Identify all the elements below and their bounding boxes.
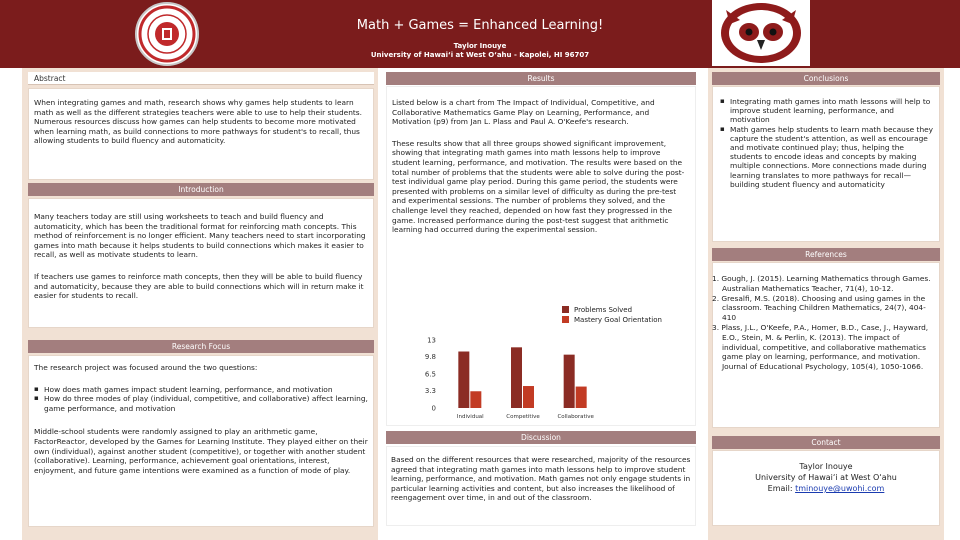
research-question: ▪ How do three modes of play (individual, competitive, and collaborative) affect learning, game performance, and motivation: [42, 394, 368, 413]
results-paragraph-1: Listed below is a chart from The Impact of Individual, Competitive, and Collaborative Mathematics Game Play on Learning, Performance, and Motivation (p9) from Jan L. Plass and Paul A. O'Keefe's research.: [392, 98, 655, 127]
university-seal-logo: [135, 2, 199, 66]
conclusions-heading: Conclusions: [803, 74, 849, 83]
poster-author: Taylor Inouye: [453, 42, 507, 50]
conclusions-text: [720, 97, 934, 189]
legend-swatch: [562, 306, 569, 313]
contact-header: [712, 436, 940, 449]
reference-item: 2. Gresalfi, M.S. (2018). Choosing and using games in the classroom. Teaching Children Mathematics, 24(7), 404-410: [712, 293, 926, 323]
conclusion-item: ▪ Math games help students to learn math because they capture the student's attention, as well as encourage and motivate continued play; thus, helping the students to encode ideas and concepts by making multiple connections. More connections made during learning translates to more pathways for recall—building student fluency and automaticity: [728, 125, 934, 189]
y-tick-label: 3.3: [424, 387, 436, 396]
legend-swatch: [562, 316, 569, 323]
bar-collaborative-0: [564, 355, 575, 408]
contact-email-line: [712, 483, 940, 494]
contact-heading: Contact: [811, 438, 841, 447]
conclusions-header: [712, 72, 940, 85]
reference-item: 3. Plass, J.L., O'Keefe, P.A., Homer, B.D., Case, J., Hayward, E.O., Stein, M. & Perlin, K. (2013). The impact of individual, competitive, and collaborative mathematics game play on learning, performance, and motivation. Journal of Educational Psychology, 105(4), 1050-1066.: [712, 322, 929, 372]
introduction-text: [34, 212, 368, 309]
abstract-text: When integrating games and math, research shows why games help students to learn math as well as the different strategies teachers were able to use to help their students. Numerous resources discuss how games can help students to become more motivated when learning math, as build connections to more pathways for student's to recall, thus allowing students to build fluency and automaticity.: [34, 98, 362, 146]
legend-label: Mastery Goal Orientation: [574, 316, 662, 324]
research-question: ▪ How does math games impact student learning, performance, and motivation: [42, 385, 368, 395]
references-text: [712, 274, 938, 372]
bar-individual-1: [470, 391, 481, 408]
contact-email-label: Email:: [767, 484, 793, 493]
research-focus-text: [34, 363, 368, 483]
references-header: [712, 248, 940, 261]
reference-item: 1. Gough, J. (2015). Learning Mathematics through Games. Australian Mathematics Teacher, 71(4), 10-12.: [712, 274, 931, 293]
contact-name: Taylor Inouye: [799, 462, 853, 471]
research-focus-heading: Research Focus: [171, 342, 231, 351]
y-tick-label: 0: [431, 404, 436, 413]
research-questions-list: [34, 385, 368, 414]
results-heading: Results: [527, 74, 555, 83]
introduction-paragraph-2: If teachers use games to reinforce math concepts, then they will be able to build fluency and automaticity, because they are able to build connections which will in return make it easier for students to recall.: [34, 271, 364, 301]
introduction-heading: Introduction: [178, 185, 224, 194]
legend-label: Problems Solved: [574, 306, 633, 314]
contact-institution: University of Hawai‘i at West O‘ahu: [755, 473, 897, 482]
bar-competitive-0: [511, 347, 522, 408]
results-paragraph-2: These results show that all three groups showed significant improvement, showing that integrating math games into math lessons help to improve student learning, performance, and motivation. The results were based on the total number of problems that the students were able to solve during the post-test individual game play period. During this game period, the students were presented with problems on a similar level of difficulty as during the pre-test and experimental sessions. The number of problems they solved, and the challenge level they reached, depended on how fast they progressed in the game. Increased performance during the post-test suggest that arithmetic learning had occurred during the experimental session.: [392, 138, 685, 235]
x-category-label: Individual: [456, 414, 484, 420]
y-tick-label: 9.8: [424, 353, 436, 362]
research-focus-intro: The research project was focused around the two questions:: [34, 363, 258, 372]
poster-affiliation: University of Hawai‘i at West O‘ahu - Kapolei, HI 96707: [370, 51, 590, 59]
references-list: [712, 274, 938, 372]
y-tick-label: 13: [427, 336, 436, 345]
x-category-label: Competitive: [506, 414, 540, 420]
references-heading: References: [805, 250, 847, 259]
bar-individual-0: [458, 352, 469, 408]
results-header: [386, 72, 696, 85]
introduction-paragraph-1: Many teachers today are still using worksheets to teach and build fluency and automaticity, which has been the traditional format for reinforcing math concepts. This method of reinforcement is no longer efficient. Many teachers need to start incorporating games into math because it helps students to build connections which makes it easier to recall, as well as motivate students to learn.: [34, 212, 366, 260]
research-method-text: Middle-school students were randomly assigned to play an arithmetic game, FactorReactor, developed by the Games for Learning Institute. They played either on their own (individual), against another student (competitive), or together with another student (collaborative). Learning, performance, achievement goal orientations, interest, enjoyment, and future game intentions were examined as a function of mode of play.: [34, 427, 368, 475]
abstract-heading: Abstract: [34, 74, 66, 83]
contact-email-link[interactable]: tminouye@uwohi.com: [795, 484, 885, 493]
contact-text: [712, 461, 940, 494]
conclusion-item: ▪ Integrating math games into math lessons will help to improve student learning, performance, and motivation: [728, 97, 934, 125]
introduction-header: [28, 183, 374, 196]
results-text: [392, 98, 690, 243]
results-bar-chart: [392, 300, 692, 425]
poster-title: Math + Games = Enhanced Learning!: [356, 18, 604, 33]
x-category-label: Collaborative: [557, 414, 594, 420]
y-tick-label: 6.5: [424, 370, 436, 379]
research-focus-header: [28, 340, 374, 353]
abstract-header: [28, 72, 374, 85]
bar-collaborative-1: [576, 387, 587, 408]
owl-mascot-logo: [712, 0, 810, 66]
bar-competitive-1: [523, 386, 534, 408]
discussion-header: [386, 431, 696, 444]
discussion-text: Based on the different resources that were researched, majority of the resources agreed that integrating math games into math lessons help to improve student learning, performance, and motivation. Math games not only engage students in particular learning activities and content, but also increases the likelihood of reengagement over time, in and out of the classroom.: [391, 455, 691, 503]
discussion-heading: Discussion: [521, 433, 561, 442]
conclusions-list: [720, 97, 934, 189]
